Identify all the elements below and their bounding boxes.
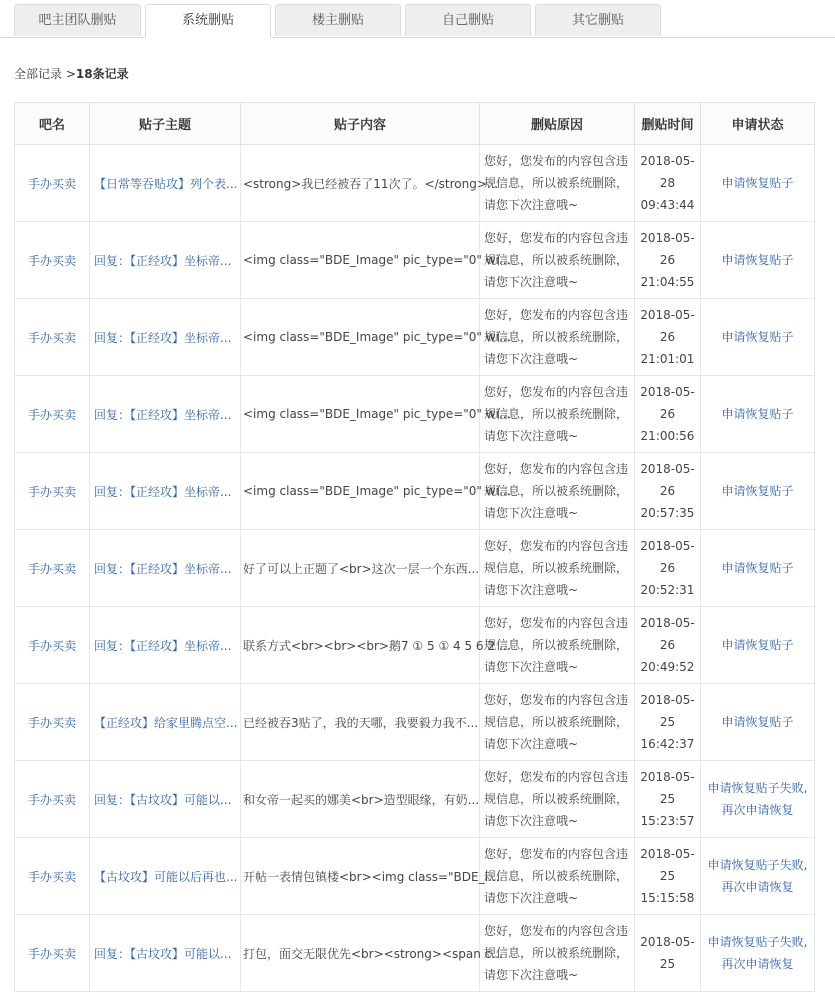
time-cell: [635, 915, 701, 992]
table-row: [15, 376, 815, 453]
reason-cell: 您好，您发布的内容包含违规信息，所以被系统删除，请您下次注意哦~: [480, 530, 635, 607]
topic-cell: [90, 684, 241, 761]
topic-link[interactable]: 回复：【古坟攻】可能以...: [94, 792, 232, 807]
delete-date: 2018-05-25: [640, 693, 695, 729]
topic-link[interactable]: 回复：【正经攻】坐标帝...: [94, 330, 232, 345]
delete-time: 09:43:44: [640, 198, 695, 212]
topic-cell: [90, 607, 241, 684]
forum-link[interactable]: 手办买卖: [27, 330, 76, 345]
table-row: [15, 145, 815, 222]
reason-cell: 您好，您发布的内容包含违规信息，所以被系统删除，请您下次注意哦~: [480, 684, 635, 761]
time-cell: [635, 453, 701, 530]
forum-link[interactable]: 手办买卖: [27, 176, 76, 191]
delete-date: 2018-05-25: [640, 770, 695, 806]
topic-cell: [90, 530, 241, 607]
delete-date: 2018-05-28: [640, 154, 695, 190]
reason-cell: 您好，您发布的内容包含违规信息，所以被系统删除，请您下次注意哦~: [480, 607, 635, 684]
forum-cell: [15, 222, 90, 299]
reason-cell: 您好，您发布的内容包含违规信息，所以被系统删除，请您下次注意哦~: [480, 299, 635, 376]
topic-cell: [90, 145, 241, 222]
time-cell: [635, 607, 701, 684]
time-cell: [635, 376, 701, 453]
time-cell: [635, 222, 701, 299]
topic-link[interactable]: 回复：【正经攻】坐标帝...: [94, 253, 232, 268]
delete-time: 15:23:57: [640, 814, 695, 828]
delete-date: 2018-05-25: [640, 935, 695, 971]
reason-cell: 您好，您发布的内容包含违规信息，所以被系统删除，请您下次注意哦~: [480, 453, 635, 530]
status-cell: [701, 376, 815, 453]
forum-cell: [15, 607, 90, 684]
tab-other-deleted[interactable]: 其它删贴: [535, 4, 661, 36]
header-content: 贴子内容: [241, 103, 480, 145]
content-cell: 和女帝一起买的娜美<br>造型眼缘，有奶...: [241, 761, 480, 838]
restore-request-link[interactable]: 申请恢复贴子失败,再次申请恢复: [707, 858, 808, 894]
forum-cell: [15, 376, 90, 453]
forum-cell: [15, 453, 90, 530]
reason-cell: 您好，您发布的内容包含违规信息，所以被系统删除，请您下次注意哦~: [480, 838, 635, 915]
forum-link[interactable]: 手办买卖: [27, 484, 76, 499]
delete-time: 20:57:35: [640, 506, 695, 520]
restore-request-link[interactable]: 申请恢复贴子失败,再次申请恢复: [707, 935, 808, 971]
topic-link[interactable]: 【正经攻】给家里腾点空...: [94, 715, 238, 730]
delete-time: 16:42:37: [640, 737, 695, 751]
status-cell: [701, 915, 815, 992]
delete-time: 21:01:01: [640, 352, 695, 366]
header-forum: 吧名: [15, 103, 90, 145]
delete-date: 2018-05-26: [640, 539, 695, 575]
restore-request-link[interactable]: 申请恢复贴子: [721, 253, 794, 267]
topic-cell: [90, 761, 241, 838]
table-row: [15, 530, 815, 607]
table-row: [15, 222, 815, 299]
delete-date: 2018-05-26: [640, 308, 695, 344]
forum-cell: [15, 915, 90, 992]
forum-cell: [15, 838, 90, 915]
content-cell: 打包，面交无限优先<br><strong><span c...: [241, 915, 480, 992]
status-cell: [701, 222, 815, 299]
status-cell: [701, 684, 815, 761]
table-row: [15, 607, 815, 684]
restore-request-link[interactable]: 申请恢复贴子: [721, 176, 794, 190]
deleted-posts-table: [14, 102, 815, 992]
table-row: [15, 299, 815, 376]
time-cell: [635, 838, 701, 915]
topic-cell: [90, 838, 241, 915]
table-row: [15, 453, 815, 530]
content-cell: 已经被吞3贴了，我的天哪，我要毅力我不...: [241, 684, 480, 761]
tab-self-deleted[interactable]: 自己删贴: [405, 4, 531, 36]
table-row: [15, 684, 815, 761]
forum-link[interactable]: 手办买卖: [27, 407, 76, 422]
restore-request-link[interactable]: 申请恢复贴子: [721, 407, 794, 421]
delete-time: 21:00:56: [640, 429, 695, 443]
content-cell: <img class="BDE_Image" pic_type="0" wi...: [241, 376, 480, 453]
forum-link[interactable]: 手办买卖: [27, 561, 76, 576]
delete-time: 20:52:31: [640, 583, 695, 597]
content-cell: <img class="BDE_Image" pic_type="0" wi...: [241, 299, 480, 376]
topic-link[interactable]: 回复：【古坟攻】可能以...: [94, 946, 232, 961]
record-count: 18条记录: [75, 67, 129, 81]
forum-link[interactable]: 手办买卖: [27, 638, 76, 653]
topic-cell: [90, 915, 241, 992]
delete-time: 20:49:52: [640, 660, 695, 674]
restore-request-link[interactable]: 申请恢复贴子: [721, 484, 794, 498]
header-topic: 贴子主题: [90, 103, 241, 145]
forum-link[interactable]: 手办买卖: [27, 792, 76, 807]
header-time: 删贴时间: [635, 103, 701, 145]
time-cell: [635, 761, 701, 838]
delete-time: 15:15:58: [640, 891, 695, 905]
topic-link[interactable]: 回复：【正经攻】坐标帝...: [94, 561, 232, 576]
time-cell: [635, 530, 701, 607]
forum-link[interactable]: 手办买卖: [27, 253, 76, 268]
delete-date: 2018-05-25: [640, 847, 695, 883]
tab-team-deleted[interactable]: 吧主团队删贴: [14, 4, 141, 36]
delete-time: 21:04:55: [640, 275, 695, 289]
header-reason: 删贴原因: [480, 103, 635, 145]
content-cell: 开帖一表情包镇楼<br><img class="BDE_I...: [241, 838, 480, 915]
tab-system-deleted[interactable]: 系统删贴: [145, 4, 271, 38]
reason-cell: 您好，您发布的内容包含违规信息，所以被系统删除，请您下次注意哦~: [480, 145, 635, 222]
status-cell: [701, 761, 815, 838]
table-row: [15, 915, 815, 992]
forum-cell: [15, 145, 90, 222]
time-cell: [635, 145, 701, 222]
restore-request-link[interactable]: 申请恢复贴子: [721, 638, 794, 652]
restore-request-link[interactable]: 申请恢复贴子: [721, 561, 794, 575]
topic-cell: [90, 222, 241, 299]
record-summary: [14, 65, 129, 82]
table-row: [15, 761, 815, 838]
topic-link[interactable]: 【日常等吞贴攻】列个表...: [94, 176, 238, 191]
status-cell: [701, 145, 815, 222]
restore-request-link[interactable]: 申请恢复贴子失败,再次申请恢复: [707, 781, 808, 817]
time-cell: [635, 684, 701, 761]
reason-cell: 您好，您发布的内容包含违规信息，所以被系统删除，请您下次注意哦~: [480, 761, 635, 838]
restore-request-link[interactable]: 申请恢复贴子: [721, 715, 794, 729]
reason-cell: 您好，您发布的内容包含违规信息，所以被系统删除，请您下次注意哦~: [480, 915, 635, 992]
content-cell: 好了可以上正题了<br>这次一层一个东西...: [241, 530, 480, 607]
status-cell: [701, 299, 815, 376]
tab-owner-deleted[interactable]: 楼主删贴: [275, 4, 401, 36]
content-cell: 联系方式<br><br><br>鹅7 ① 5 ① 4 5 6 2 ...: [241, 607, 480, 684]
time-cell: [635, 299, 701, 376]
delete-date: 2018-05-26: [640, 616, 695, 652]
delete-date: 2018-05-26: [640, 385, 695, 421]
forum-link[interactable]: 手办买卖: [27, 715, 76, 730]
topic-link[interactable]: 【古坟攻】可能以后再也...: [94, 869, 238, 884]
topic-link[interactable]: 回复：【正经攻】坐标帝...: [94, 638, 232, 653]
status-cell: [701, 838, 815, 915]
status-cell: [701, 607, 815, 684]
table-header-row: [15, 103, 815, 145]
all-records-label: 全部记录 >: [14, 67, 76, 81]
forum-cell: [15, 761, 90, 838]
reason-cell: 您好，您发布的内容包含违规信息，所以被系统删除，请您下次注意哦~: [480, 222, 635, 299]
content-cell: <strong>我已经被吞了11次了。</strong>...: [241, 145, 480, 222]
forum-link[interactable]: 手办买卖: [27, 869, 76, 884]
forum-cell: [15, 299, 90, 376]
topic-link[interactable]: 回复：【正经攻】坐标帝...: [94, 484, 232, 499]
tab-bar: [0, 0, 835, 38]
forum-cell: [15, 530, 90, 607]
status-cell: [701, 453, 815, 530]
status-cell: [701, 530, 815, 607]
restore-request-link[interactable]: 申请恢复贴子: [721, 330, 794, 344]
forum-cell: [15, 684, 90, 761]
content-cell: <img class="BDE_Image" pic_type="0" wi...: [241, 222, 480, 299]
topic-cell: [90, 299, 241, 376]
delete-date: 2018-05-26: [640, 231, 695, 267]
content-cell: <img class="BDE_Image" pic_type="0" wi...: [241, 453, 480, 530]
reason-cell: 您好，您发布的内容包含违规信息，所以被系统删除，请您下次注意哦~: [480, 376, 635, 453]
header-status: 申请状态: [701, 103, 815, 145]
forum-link[interactable]: 手办买卖: [27, 946, 76, 961]
delete-date: 2018-05-26: [640, 462, 695, 498]
table-row: [15, 838, 815, 915]
topic-cell: [90, 376, 241, 453]
topic-link[interactable]: 回复：【正经攻】坐标帝...: [94, 407, 232, 422]
topic-cell: [90, 453, 241, 530]
